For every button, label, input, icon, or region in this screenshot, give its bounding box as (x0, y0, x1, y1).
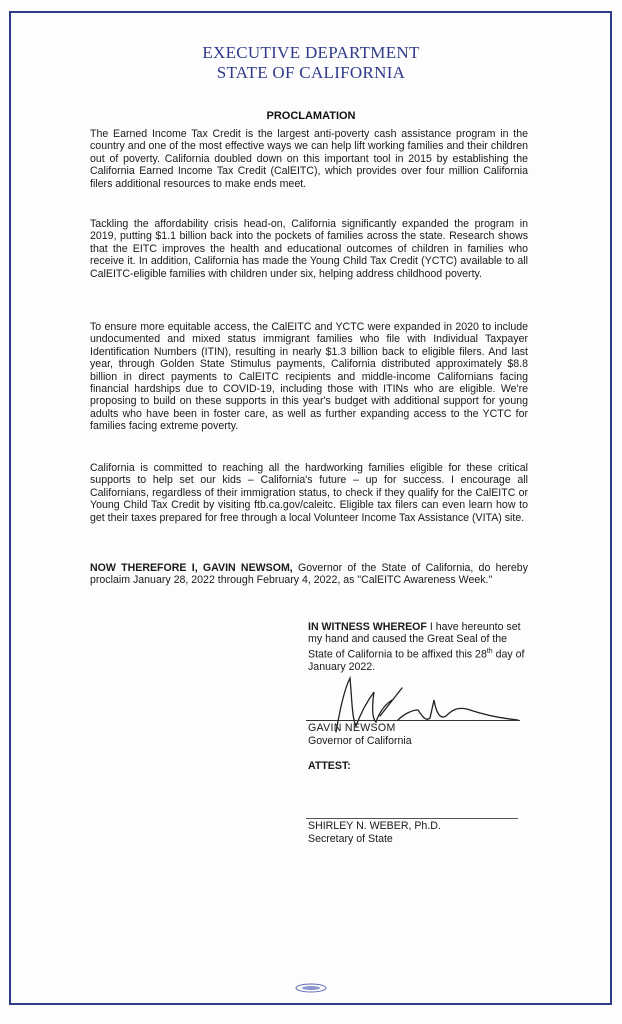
header-state-of-california: STATE OF CALIFORNIA (216, 63, 406, 82)
signer-name: GAVIN NEWSOM (308, 722, 396, 734)
now-therefore-text: Governor of the State of California, do hereby proclaim January 28, 2022 through February 4, 2022, as "CalEITC Awareness Week." (90, 562, 528, 587)
secretary-name: SHIRLEY N. WEBER, Ph.D. (308, 820, 441, 832)
signer-title: Governor of California (308, 735, 412, 747)
paragraph-4: California is committed to reaching all the hardworking families eligible for these critical supports to help set our kids – California's future – up for success. I encourage all Californians, regardless of their immigration status, to check if they qualify for the CalEITC or Young Child Tax Credit by visiting ftb.ca.gov/caleitc. Eligible tax filers can even learn how to get their taxes prepared for free through a local Volunteer Income Tax Assistance (VITA) site. (90, 462, 528, 524)
witness-bold: IN WITNESS WHEREOF (308, 621, 427, 633)
signature-line (306, 720, 520, 721)
witness-block (308, 621, 530, 673)
secretary-signature-line (306, 818, 518, 819)
proclamation-title: PROCLAMATION (266, 110, 356, 122)
header-executive-department: EXECUTIVE DEPARTMENT (202, 43, 420, 62)
witness-text-1: I have hereunto set my hand and caused the Great Seal of the State of California to be affixed this 28 (308, 621, 521, 661)
attest-label: ATTEST: (308, 760, 351, 772)
paragraph-3: To ensure more equitable access, the CalEITC and YCTC were expanded in 2020 to include undocumented and mixed status immigrant families who file with Individual Taxpayer Identification Numbers (ITIN), resulting in nearly $1.3 billion back to eligible filers. And last year, through Golden State Stimulus payments, California distributed approximately $8.8 billion in direct payments to CalEITC recipients and middle-income Californians facing financial hardships due to COVID-19, including those with ITINs who are eligible. We're proposing to build on these supports in this year's budget with additional support for young adults who have been in foster care, as well as further expanding access to the YCTC for families facing extreme poverty. (90, 321, 528, 433)
witness-text-2: day of January 2022. (308, 648, 525, 673)
now-therefore-bold: NOW THEREFORE I, GAVIN NEWSOM, (90, 562, 293, 574)
paragraph-2: Tackling the affordability crisis head-on, California significantly expanded the program in 2019, putting $1.1 billion back into the pockets of families across the state. Research shows that the EITC improves the health and educational outcomes of children in families who receive it. In addition, California has made the Young Child Tax Credit (YCTC) available to all CalEITC-eligible families with children under six, helping address childhood poverty. (90, 218, 528, 280)
paragraph-now-therefore (90, 562, 528, 587)
seal-stamp-icon (294, 983, 328, 993)
secretary-title: Secretary of State (308, 833, 393, 845)
witness-superscript: th (486, 647, 493, 655)
paragraph-1: The Earned Income Tax Credit is the largest anti-poverty cash assistance program in the country and one of the most effective ways we can help lift working families and their children out of poverty. California doubled down on this important tool in 2015 by establishing the California Earned Income Tax Credit (CalEITC), which provides over four million California filers additional resources to make ends meet. (90, 128, 528, 190)
